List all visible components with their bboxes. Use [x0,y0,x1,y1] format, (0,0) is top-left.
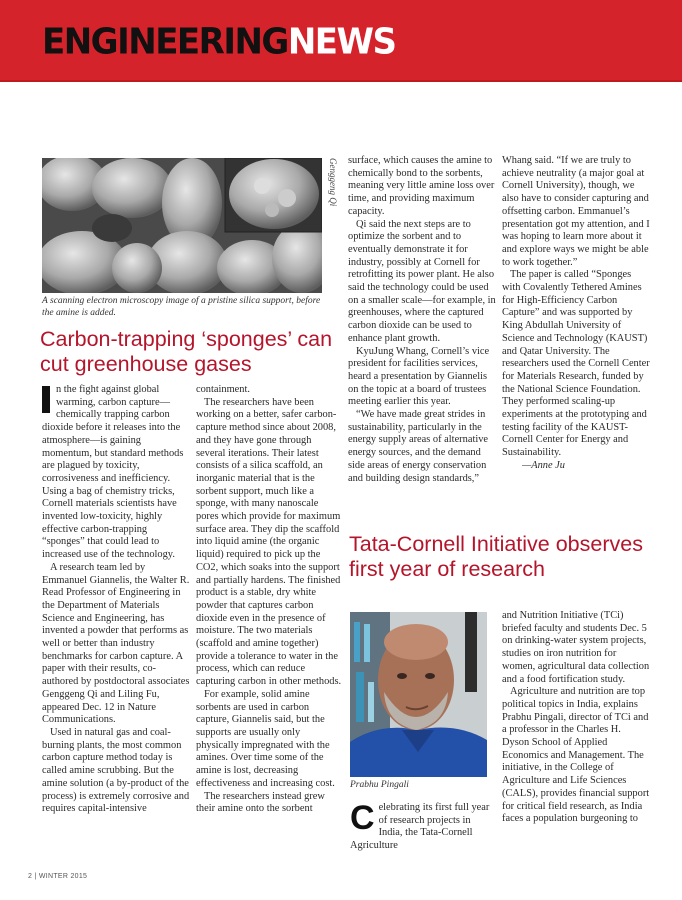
article1-column-4 [502,155,650,473]
paragraph: “We have made great strides in sustainability, particularly in the energy supply areas of alternative energy sources, and the demand side areas of energy conservation and building design standards,” [348,409,489,484]
paragraph: containment. [196,384,250,395]
page-footer [28,873,87,880]
paragraph: The paper is called “Sponges with Covalently Tethered Amines for High-Efficiency Carbon Capture” and was supported by King Abdullah University of Science and Technology (KAUST) and Qatar University. The researchers used the Cornell Center for Materials Research, funded by the National Science Foundation. They performed scaling-up experiments at the prototyping and testing facility of the KAUST-Cornell Center for Energy and Sustainability. [502,269,650,459]
article2-column-1 [350,799,490,853]
paragraph: Qi said the next steps are to optimize the sorbent and to eventually demonstrate it for industry, possibly at Cornell for retrofitting its power plant. He also said the technology could be used on a smaller scale—for example, in greenhouses, where the captured carbon dioxide can be used to enhance plant growth. [348,218,496,344]
article1-column-1 [42,384,190,816]
photo-caption: A scanning electron microscopy image of a pristine silica support, before the amine is added. [42,296,321,318]
issue-label: WINTER 2015 [38,873,88,880]
paragraph: surface, which causes the amine to chemically bond to the sorbents, meaning very little amine loss over time, and providing maximum capacity. [348,155,495,217]
article-headline: Carbon-trapping ‘sponges’ can cut greenhouse gases [40,327,333,376]
drop-cap [42,386,50,413]
title-news: NEWS [287,21,396,63]
article-headline: Tata-Cornell Initiative observes first year of research [349,532,643,581]
paragraph: and Nutrition Initiative (TCi) briefed faculty and students Dec. 5 on drinking-water system projects, studies on iron nutrition for women, agricultural data collection and a food fortification study. [502,610,650,685]
publication-title [42,21,396,63]
paragraph: n the fight against global warming, carbon capture—chemically trapping carbon dioxide before it releases into the atmosphere—is gaining momentum, but standard methods are plagued by toxicity, corrosiveness and inefficiency. Using a bag of chemistry tricks, Cornell materials scientists have invented low-toxicity, highly effective carbon-trapping “sponges” that could lead to increased use of the technology. [42,384,184,561]
paragraph: KyuJung Whang, Cornell’s vice president for facilities services, heard a presentation by Giannelis on the topic at a board of trustees meeting earlier this year. [348,345,490,408]
paragraph: Celebrating its first full year of research projects in India, the Tata-Cornell Agriculture [350,799,490,852]
portrait-photo [350,612,487,777]
drop-cap: C [350,799,375,837]
paragraph: The researchers instead grew their amine onto the sorbent [196,790,325,815]
article2-column-2 [502,610,650,826]
paragraph: Used in natural gas and coal-burning plants, the most common carbon capture method today is called amine scrubbing. But the amine solution (a by-product of the process) is extremely corrosive and requires capital-intensive [42,726,190,815]
paragraph: For example, solid amine sorbents are used in carbon capture, Giannelis said, but the supports are usually only physically impregnated with the amines. Over time some of the amine is lost, decreasing effectiveness and increasing cost. [196,688,335,789]
byline: —Anne Ju [522,459,565,471]
photo-caption: Prabhu Pingali [350,780,409,790]
masthead [0,0,682,82]
photo-credit: Genggeng Qi [328,158,338,207]
paragraph: Agriculture and nutrition are top political topics in India, explains Prabhu Pingali, director of TCi and a professor in the Charles H. Dyson School of Applied Economics and Management. The initiative, in the College of Agriculture and Life Sciences (CALS), provides financial support for critical field research, as India faces a population burgeoning to [502,686,650,825]
paragraph: Whang said. “If we are truly to achieve neutrality (a major goal at Cornell University), though, we also have to consider capturing and offsetting carbon. Emmanuel’s presentation got my attention, and I was hoping to learn more about it and explore ways we might be able to work together.” [502,155,650,268]
sem-micrograph-image [42,158,322,293]
page-number: 2 [28,873,33,880]
footer-separator: | [34,873,37,880]
paragraph: The researchers have been working on a better, safer carbon-capture method since about 2008, and they have gone through several iterations. Their latest consists of a silica scaffold, an inorganic material that is the sorbent support, much like a sponge, with many nanoscale pores which provide for maximum surface area. They dip the scaffold into liquid amine (the organic liquid) required to pick up the CO2, which soaks into the support and partially hardens. The finished product is a stable, dry white powder that captures carbon dioxide even in the presence of moisture. The two materials (scaffold and amine together) provide a tolerance to water in the process, which can reduce capturing carbon in other methods. [196,396,342,688]
article1-column-2 [196,384,342,816]
paragraph: A research team led by Emmanuel Giannelis, the Walter R. Read Professor of Engineering in the Department of Materials Science and Engineering, has invented a powder that performs as well or better than industry benchmarks for carbon capture. A paper with their results, co-authored by postdoctoral associates Genggeng Qi and Liling Fu, appeared Dec. 12 in Nature Communications. [42,561,190,726]
title-engineering: ENGINEERING [42,21,288,63]
article1-column-3 [348,155,496,485]
